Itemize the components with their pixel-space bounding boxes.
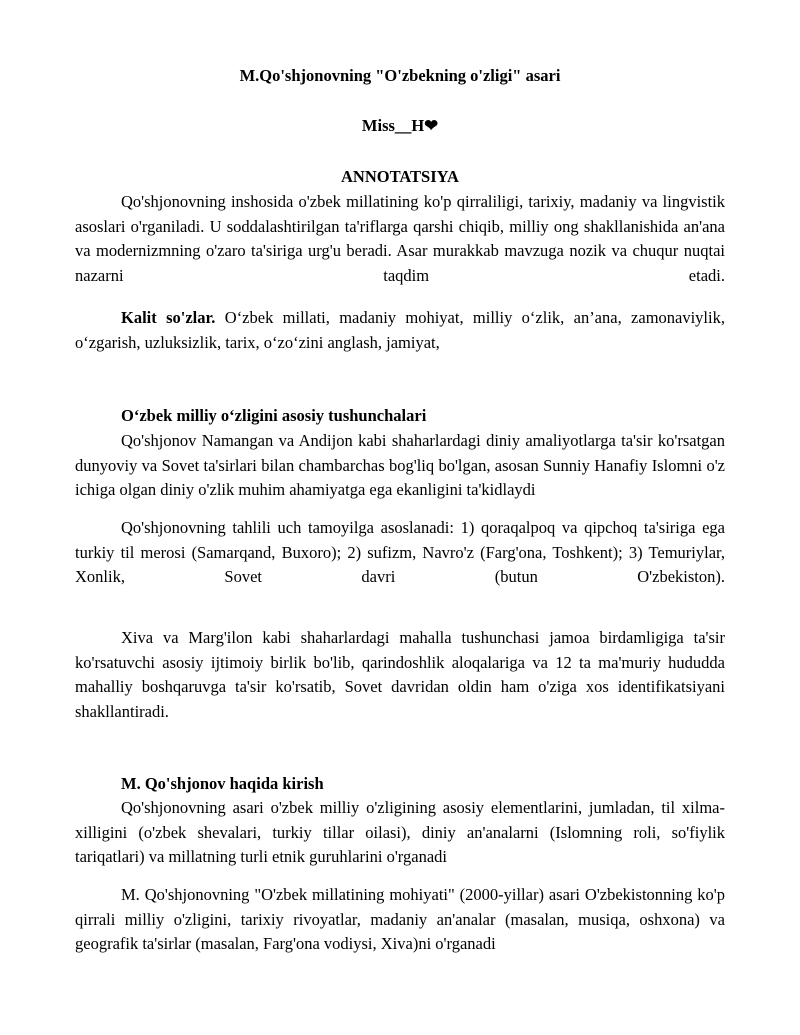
keywords-paragraph xyxy=(75,306,725,355)
author-name: Miss__H❤ xyxy=(361,116,439,135)
section-heading-identity: O‘zbek milliy o‘zligini asosiy tushunchalari xyxy=(121,406,427,425)
section1-paragraph-1: Qo'shjonov Namangan va Andijon kabi shaharlardagi diniy amaliyotlarga ta'sir ko'rsatgan dunyoviy va Sovet ta'sirlari bilan chambarchas bog'liq bo'lgan, asosan Sunniy Hanafiy Islomni o'z ichiga olgan diniy o'zlik muhim ahamiyatga ega ekanligini ta'kidlaydi xyxy=(75,431,725,500)
section2-paragraph-2: M. Qo'shjonovning "O'zbek millatining mohiyati" (2000-yillar) asari O'zbekistonning ko'p qirrali milliy o'zligini, tarixiy rivoyatlar, madaniy an'analar (masalan, musiqa, oshxona) va geografik ta'sirlar (masalan, Farg'ona vodiysi, Xiva)ni o'rganadi xyxy=(75,885,725,954)
section-heading-intro: M. Qo'shjonov haqida kirish xyxy=(121,774,324,793)
document-title: M.Qo'shjonovning "O'zbekning o'zligi" asari xyxy=(239,66,561,85)
annotation-paragraph: Qo'shjonovning inshosida o'zbek millatining ko'p qirraliligi, tarixiy, madaniy va lingvistik asoslari o'rganiladi. U soddalashtirilgan ta'riflarga qarshi chiqib, milliy ong shakllanishida an'ana va modernizmning o'zaro ta'siriga urg'u beradi. Asar murakkab mavzuga nozik va chuqur nuqtai nazarni taqdim etadi. xyxy=(75,192,725,285)
keywords-text: O‘zbek millati, madaniy mohiyat, milliy o‘zlik, an’ana, zamonaviylik, o‘zgarish, uzluksizlik, tarix, o‘zo‘zini anglash, jamiyat, xyxy=(75,308,725,352)
keywords-label: Kalit so'zlar. xyxy=(121,308,216,327)
annotation-heading: ANNOTATSIYA xyxy=(341,167,459,186)
section1-paragraph-2: Qo'shjonovning tahlili uch tamoyilga asoslanadi: 1) qoraqalpoq va qipchoq ta'siriga ega turkiy til merosi (Samarqand, Buxoro); 2) sufizm, Navro'z (Farg'ona, Toshkent); 3) Temuriylar, Xonlik, Sovet davri (butun O'zbekiston). xyxy=(75,518,725,587)
section1-paragraph-3: Xiva va Marg'ilon kabi shaharlardagi mahalla tushunchasi jamoa birdamligiga ta'sir ko'rsatuvchi asosiy ijtimoiy birlik bo'lib, qarindoshlik aloqalariga va 12 ta ma'muriy hududda mahalliy boshqaruvga ta'sir ko'rsatib, Sovet davridan oldin ham o'ziga xos identifikatsiyani shakllantiradi. xyxy=(75,628,725,721)
section2-paragraph-1: Qo'shjonovning asari o'zbek milliy o'zligining asosiy elementlarini, jumladan, til xilma-xilligini (o'zbek shevalari, turkiy tillar oilasi), diniy an'analarni (Islomning roli, so'fiylik tariqatlari) va millatning turli etnik guruhlarini o'rganadi xyxy=(75,798,725,867)
